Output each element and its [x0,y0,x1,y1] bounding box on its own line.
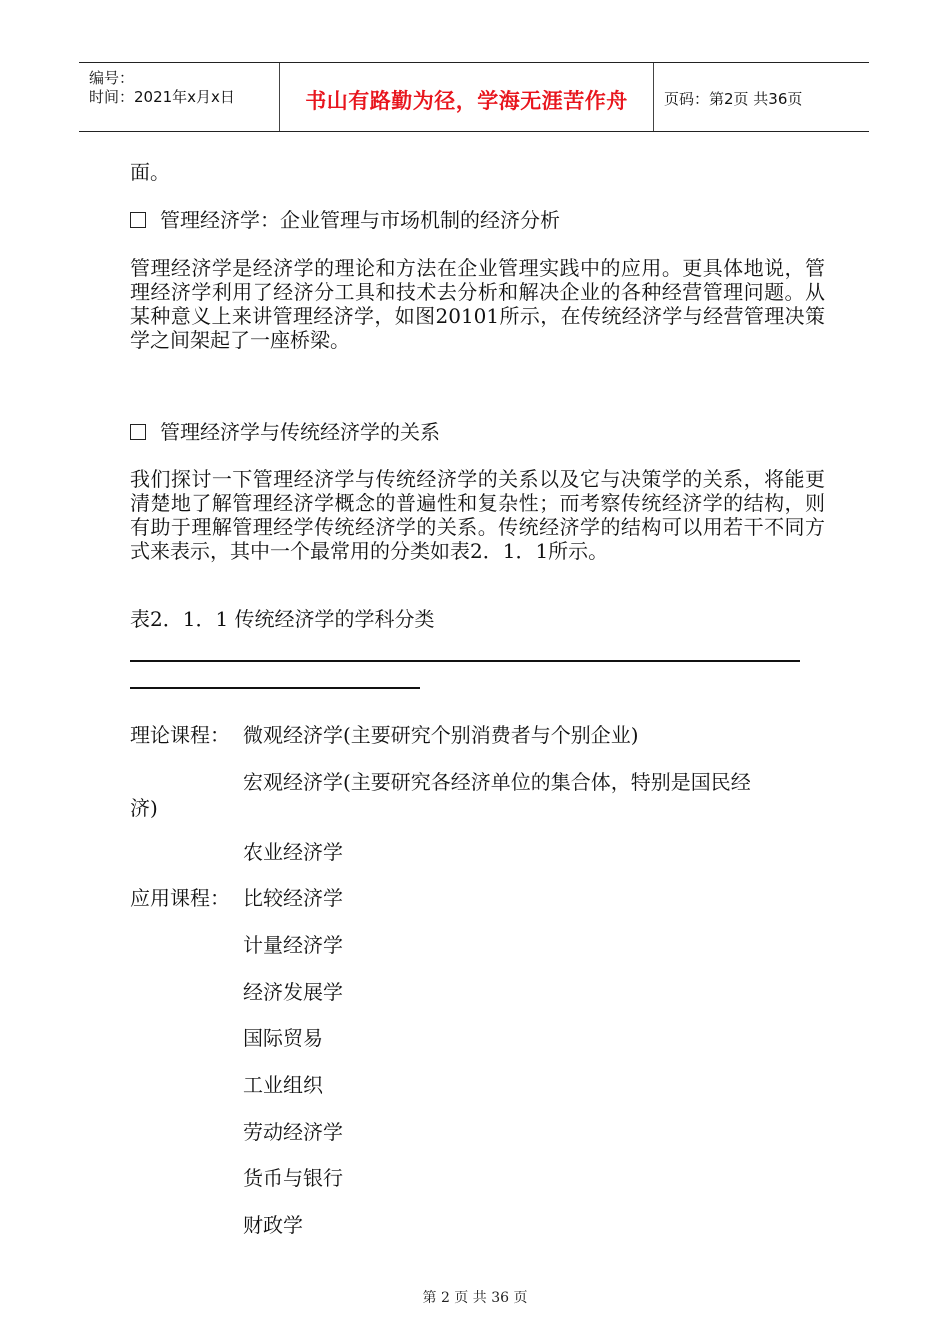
applied-item: 比较经济学 [243,886,343,910]
applied-item: 计量经济学 [243,933,343,957]
paragraph-2: 我们探讨一下管理经济学与传统经济学的关系以及它与决策学的关系，将能更清楚地了解管理经济学概念的普遍性和复杂性；而考察传统经济学的结构，则有助于理解管理经学传统经济学的关系。传统经济学的结构可以用若干不同方式来表示，其中一个最常用的分类如表2．1．1所示。 [130,467,825,563]
time-label: 时间：2021年x月x日 [89,88,235,106]
header-left-cell [79,63,280,131]
theory-item-continuation: 济) [130,796,158,820]
section-heading-1 [130,208,560,232]
page-footer: 第 2 页 共 36 页 [422,1290,528,1306]
motto: 书山有路勤为径，学海无涯苦作舟 [305,89,628,113]
section-heading-1-text: 管理经济学：企业管理与市场机制的经济分析 [160,208,560,232]
applied-item: 国际贸易 [243,1026,323,1050]
document-header [79,62,869,132]
applied-item: 劳动经济学 [243,1120,343,1144]
applied-item: 工业组织 [243,1073,323,1097]
header-motto-cell [280,63,654,131]
theory-courses-label: 理论课程： [130,723,230,747]
applied-item: 货币与银行 [243,1166,343,1190]
table-caption: 表2．1．1 传统经济学的学科分类 [130,607,435,631]
header-page-info: 页码：第2页 共36页 [664,90,803,108]
section-heading-2-text: 管理经济学与传统经济学的关系 [160,420,440,444]
checkbox-square-icon [130,212,146,228]
paragraph-1: 管理经济学是经济学的理论和方法在企业管理实践中的应用。更具体地说，管理经济学利用了经济分工具和技术去分析和解决企业的各种经营管理问题。从某种意义上来讲管理经济学，如图20101所示，在传统经济学与经营管理决策学之间架起了一座桥梁。 [130,256,825,352]
theory-item: 宏观经济学(主要研究各经济单位的集合体，特别是国民经 [243,770,751,794]
section-heading-2 [130,420,440,444]
table-rule-long [130,660,800,662]
applied-courses-label: 应用课程： [130,886,230,910]
continued-fragment: 面。 [130,160,170,184]
applied-item: 经济发展学 [243,980,343,1004]
theory-item: 农业经济学 [243,840,343,864]
checkbox-square-icon [130,424,146,440]
header-page-cell [654,63,869,131]
applied-item: 财政学 [243,1213,303,1237]
theory-item: 微观经济学(主要研究个别消费者与个别企业) [243,723,639,747]
number-label: 编号： [89,69,135,87]
table-rule-short [130,687,420,689]
